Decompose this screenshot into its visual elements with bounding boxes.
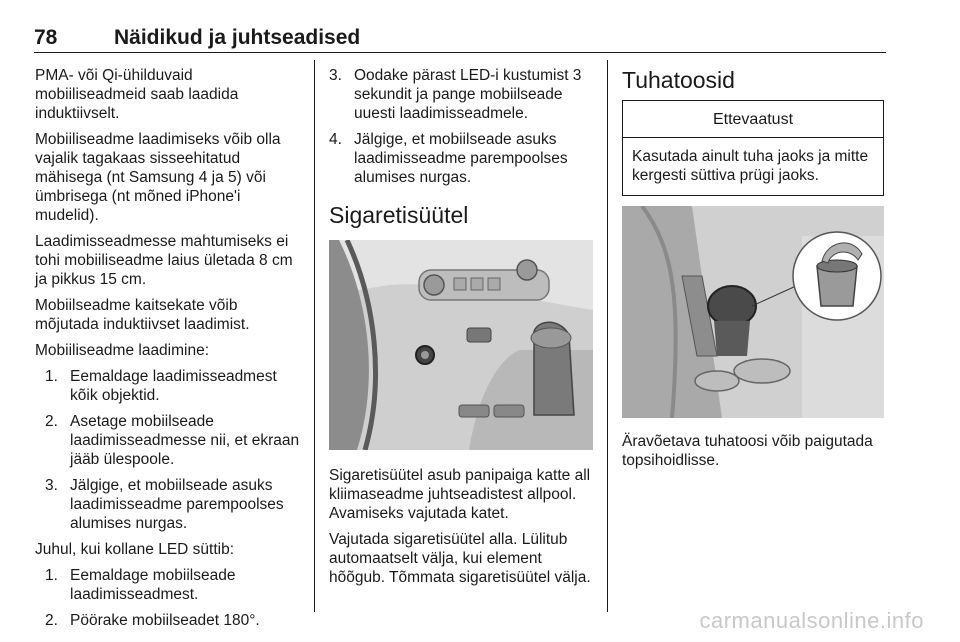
- ashtray-illustration: [622, 206, 884, 418]
- list-item: [45, 476, 303, 533]
- paragraph: PMA- või Qi-ühilduvaid mobiiliseadmeid saab laadida induktiivselt.: [35, 67, 239, 122]
- cigarette-lighter-drawing: [329, 240, 593, 450]
- step-text: Oodake pärast LED-i kustumist 3 sekundit ja pange mobiilseade uuesti laadimisseadmele.: [354, 67, 582, 122]
- step-text: Eemaldage mobiilseade laadimisseadmest.: [70, 567, 236, 603]
- column-divider-1: [314, 60, 315, 612]
- header-divider: [34, 52, 886, 53]
- paragraph: Juhul, kui kollane LED süttib:: [35, 541, 235, 558]
- column-3: [622, 66, 886, 477]
- steps-list-charging: [35, 367, 303, 533]
- ashtray-drawing: [622, 206, 884, 418]
- list-item: [329, 66, 594, 123]
- list-item: [329, 130, 594, 187]
- step-number: 3.: [45, 477, 58, 494]
- paragraph: Laadimisseadmesse mahtumiseks ei tohi mobiiliseadme laius ületada 8 cm ja pikkus 15 cm.: [35, 233, 293, 288]
- paragraph: Mobiiliseadme laadimiseks võib olla vajalik tagakaas sisseehitatud mähisega (nt Samsung 4 ja 5) või ümbrisega (nt mõned iPhone'i mudelid).: [35, 131, 281, 224]
- page-number: 78: [34, 26, 58, 49]
- watermark-text: carmanualsonline.info: [699, 608, 924, 633]
- column-1: [35, 66, 303, 637]
- caution-title: Ettevaatust: [623, 101, 883, 138]
- caution-box: [622, 100, 884, 196]
- steps-list-continued: [329, 66, 594, 187]
- section-heading-cigarette-lighter: Sigaretisüütel: [329, 202, 469, 228]
- step-text: Pöörake mobiilseadet 180°.: [70, 612, 260, 629]
- step-number: 2.: [45, 612, 58, 629]
- step-text: Asetage mobiilseade laadimisseadmesse nii, et ekraan jääb ülespoole.: [70, 413, 300, 468]
- step-text: Eemaldage laadimisseadmest kõik objektid.: [70, 368, 277, 404]
- section-heading-ashtrays: Tuhatoosid: [622, 67, 735, 93]
- step-number: 1.: [45, 368, 58, 385]
- column-divider-2: [607, 60, 608, 612]
- column-2: [329, 66, 594, 594]
- list-item: [45, 367, 303, 405]
- step-number: 2.: [45, 413, 58, 430]
- steps-list-led: [35, 566, 303, 630]
- paragraph: Vajutada sigaretisüütel alla. Lülitub automaatselt välja, kui element hõõgub. Tõmmata sigaretisüütel välja.: [329, 531, 591, 586]
- step-number: 3.: [329, 67, 342, 84]
- step-number: 4.: [329, 131, 342, 148]
- step-text: Jälgige, et mobiilseade asuks laadimisseadme parempoolses alumises nurgas.: [354, 131, 568, 186]
- caution-text: Kasutada ainult tuha jaoks ja mitte kergesti süttiva prügi jaoks.: [632, 148, 869, 184]
- paragraph: Mobiilseadme kaitsekate võib mõjutada induktiivset laadimist.: [35, 297, 250, 333]
- list-item: [45, 412, 303, 469]
- step-number: 1.: [45, 567, 58, 584]
- paragraph: Äravõetava tuhatoosi võib paigutada topsihoidlisse.: [622, 433, 873, 469]
- paragraph: Mobiiliseadme laadimine:: [35, 342, 210, 359]
- paragraph: Sigaretisüütel asub panipaiga katte all kliimaseadme juhtseadistest allpool. Avamiseks vajutada katet.: [329, 467, 591, 522]
- page-header: [34, 24, 886, 54]
- list-item: [45, 566, 303, 604]
- cigarette-lighter-illustration: [329, 240, 593, 450]
- step-text: Jälgige, et mobiilseade asuks laadimisseadme parempoolses alumises nurgas.: [70, 477, 284, 532]
- list-item: [45, 611, 303, 630]
- page-title: Näidikud ja juhtseadised: [114, 26, 361, 49]
